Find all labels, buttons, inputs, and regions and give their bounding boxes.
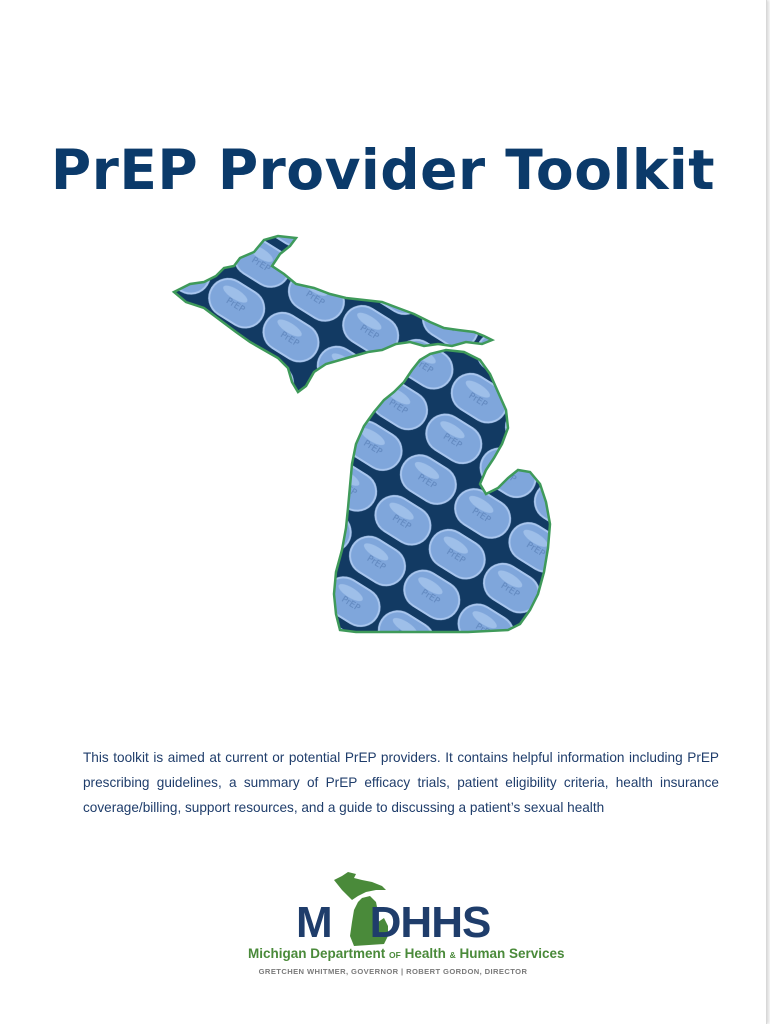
logo-department-name <box>248 946 565 961</box>
logo-name-amp: & <box>449 950 456 960</box>
mdhhs-logo <box>248 868 565 983</box>
logo-name-part2: Health <box>400 946 450 961</box>
toolkit-description: This toolkit is aimed at current or potential PrEP providers. It contains helpful information including PrEP prescribing guidelines, a summary of PrEP efficacy trials, patient eligibility criteria, health insurance coverage/billing, support resources, and a guide to discussing a patient’s sexual health <box>83 750 719 815</box>
logo-mark-left: M <box>296 898 332 947</box>
logo-wordmark <box>296 898 490 948</box>
logo-name-part1: Michigan Department <box>248 946 390 961</box>
logo-name-part3: Human Services <box>455 946 565 961</box>
logo-mark-right: DHHS <box>369 898 491 947</box>
page-title: PrEP Provider Toolkit <box>50 138 716 202</box>
logo-name-of: OF <box>389 950 401 960</box>
logo-subline: GRETCHEN WHITMER, GOVERNOR | ROBERT GORDON, DIRECTOR <box>258 967 528 976</box>
michigan-pills-map-icon <box>168 232 558 637</box>
